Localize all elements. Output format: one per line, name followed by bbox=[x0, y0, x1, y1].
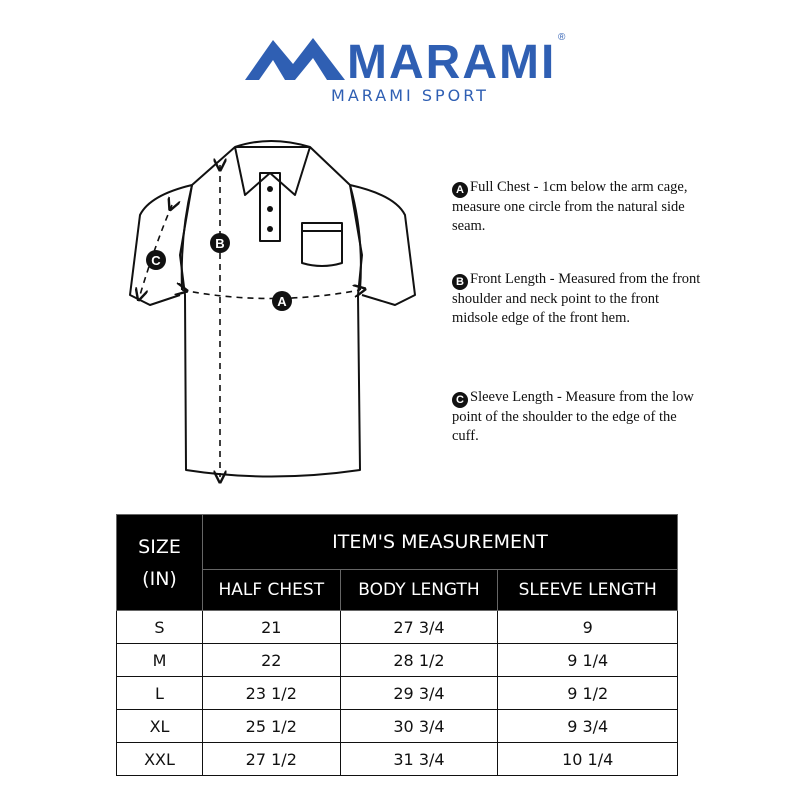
size-header: SIZE (IN) bbox=[117, 515, 203, 611]
value-cell: 23 1/2 bbox=[203, 677, 341, 710]
table-row bbox=[117, 644, 678, 677]
note-badge-b: B bbox=[452, 274, 468, 290]
label-b-marker bbox=[210, 233, 230, 253]
shirt-outline bbox=[130, 141, 415, 477]
marami-logo bbox=[245, 28, 575, 88]
table-row bbox=[117, 677, 678, 710]
table-row bbox=[117, 710, 678, 743]
value-cell: 31 3/4 bbox=[340, 743, 498, 776]
size-cell: L bbox=[117, 677, 203, 710]
measure-line-a bbox=[182, 290, 360, 299]
note-full-chest bbox=[452, 178, 702, 236]
value-cell: 29 3/4 bbox=[340, 677, 498, 710]
col-header-body-length: BODY LENGTH bbox=[340, 570, 498, 611]
table-row bbox=[117, 611, 678, 644]
value-cell: 9 3/4 bbox=[498, 710, 678, 743]
value-cell: 9 1/2 bbox=[498, 677, 678, 710]
value-cell: 30 3/4 bbox=[340, 710, 498, 743]
logo-mountain-mark bbox=[245, 38, 345, 80]
label-c-marker bbox=[146, 250, 166, 270]
shirt-diagram bbox=[110, 125, 430, 495]
size-cell: M bbox=[117, 644, 203, 677]
value-cell: 25 1/2 bbox=[203, 710, 341, 743]
measurement-group-header: ITEM'S MEASUREMENT bbox=[203, 515, 678, 570]
note-badge-c: C bbox=[452, 392, 468, 408]
size-chart-table bbox=[116, 514, 678, 776]
note-text-c: Sleeve Length - Measure from the low point of the shoulder to the edge of the cuff. bbox=[452, 389, 694, 444]
note-sleeve-length bbox=[452, 388, 702, 446]
value-cell: 9 1/4 bbox=[498, 644, 678, 677]
note-text-b: Front Length - Measured from the front shoulder and neck point to the front midsole edge of the front hem. bbox=[452, 271, 701, 326]
size-cell: S bbox=[117, 611, 203, 644]
note-badge-a: A bbox=[452, 182, 468, 198]
value-cell: 27 3/4 bbox=[340, 611, 498, 644]
value-cell: 28 1/2 bbox=[340, 644, 498, 677]
value-cell: 9 bbox=[498, 611, 678, 644]
size-cell: XL bbox=[117, 710, 203, 743]
value-cell: 22 bbox=[203, 644, 341, 677]
col-header-sleeve-length: SLEEVE LENGTH bbox=[498, 570, 678, 611]
col-header-half-chest: HALF CHEST bbox=[203, 570, 341, 611]
svg-text:B: B bbox=[215, 236, 225, 251]
registered-mark: ® bbox=[558, 32, 566, 43]
value-cell: 10 1/4 bbox=[498, 743, 678, 776]
value-cell: 21 bbox=[203, 611, 341, 644]
brand-subtitle: MARAMI SPORT bbox=[331, 86, 489, 105]
size-cell: XXL bbox=[117, 743, 203, 776]
value-cell: 27 1/2 bbox=[203, 743, 341, 776]
note-front-length bbox=[452, 270, 702, 328]
note-text-a: Full Chest - 1cm below the arm cage, measure one circle from the natural side seam. bbox=[452, 179, 688, 234]
logo-wordmark: MARAMI bbox=[347, 36, 557, 88]
label-a-marker bbox=[272, 291, 292, 311]
svg-text:C: C bbox=[151, 253, 161, 268]
table-row bbox=[117, 743, 678, 776]
svg-text:A: A bbox=[277, 294, 287, 309]
